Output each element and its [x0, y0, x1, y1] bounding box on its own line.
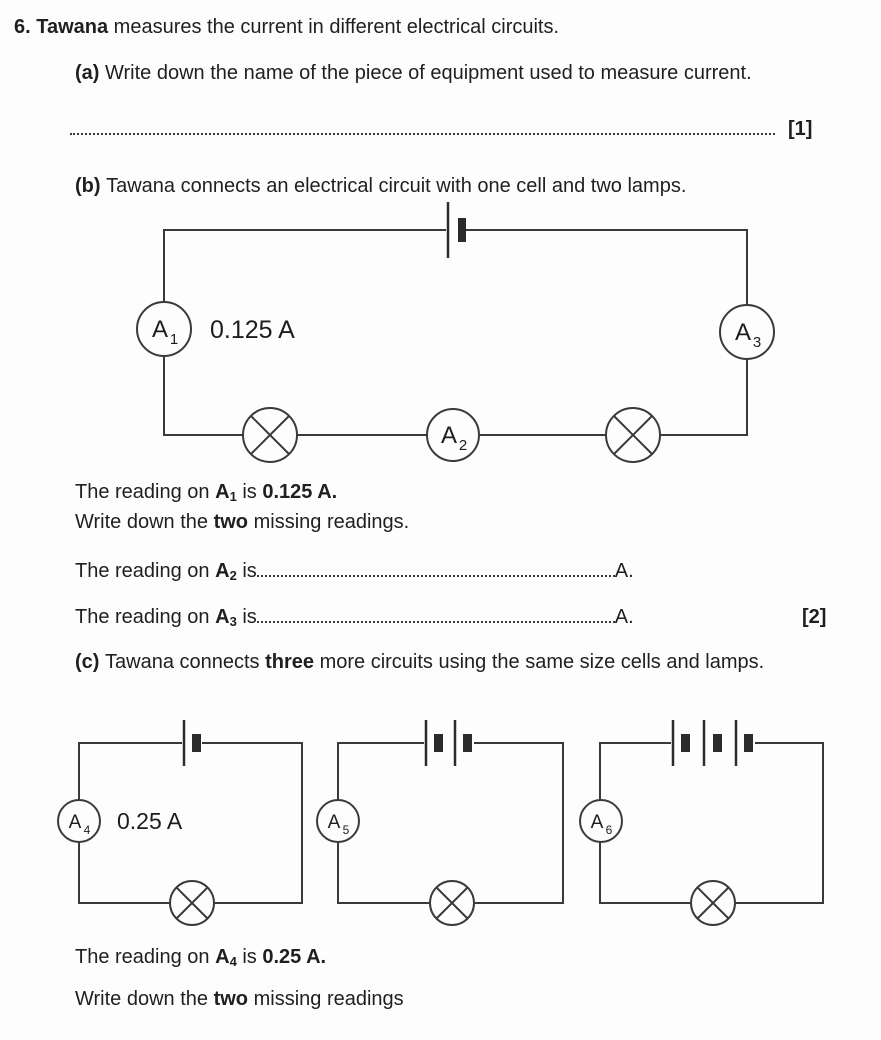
text: is	[236, 481, 263, 503]
circuit-c2	[317, 720, 563, 925]
cell-icon	[184, 720, 201, 766]
text: is	[236, 560, 257, 582]
a4-ref	[215, 946, 237, 968]
ammeter-a1-subscript: 1	[169, 331, 179, 348]
cell-icon	[673, 720, 690, 766]
ammeter-a3-letter: A	[734, 319, 752, 346]
part-c-prompt	[75, 649, 764, 675]
ammeter-a5-letter: A	[327, 812, 341, 833]
cell-short-plate	[744, 734, 753, 752]
part-b-reading-a2-row	[75, 558, 835, 584]
circuit-c2-wire	[338, 743, 563, 903]
subscript: 3	[229, 614, 237, 629]
text: A	[215, 606, 230, 628]
question-intro	[14, 14, 559, 40]
ammeter-a1-letter: A	[151, 316, 169, 343]
text: missing readings.	[248, 511, 410, 533]
cell-short-plate	[713, 734, 722, 752]
question-number: 6. Tawana	[14, 16, 114, 38]
ammeter-a2-subscript: 2	[458, 437, 468, 454]
ammeter-a6-subscript: 6	[605, 823, 613, 837]
part-c-instruction	[75, 986, 404, 1012]
lamp-icon	[170, 881, 214, 925]
part-c-label: (c)	[75, 651, 105, 673]
ammeter-a4-subscript: 4	[83, 823, 91, 837]
ammeter-a5-subscript: 5	[342, 823, 350, 837]
bold-two: two	[213, 988, 249, 1010]
answer-dotted-line-a2	[257, 572, 615, 577]
circuit-c1	[58, 720, 302, 925]
text: A	[215, 946, 230, 968]
text: A	[215, 560, 230, 582]
mark-part-b: [2]	[802, 606, 827, 628]
text: The reading on	[75, 481, 216, 503]
bold-three: three	[265, 651, 315, 673]
lamp-icon	[430, 881, 474, 925]
part-b-reading-a3-row	[75, 604, 835, 630]
cell-icon	[736, 720, 753, 766]
text: Write down the	[75, 511, 214, 533]
ammeter-a4-reading: 0.25 A	[117, 808, 183, 834]
lamp-icon	[691, 881, 735, 925]
part-b-known-reading	[75, 479, 337, 505]
part-b-text: Tawana connects an electrical circuit with one cell and two lamps.	[106, 175, 687, 197]
cell-icon	[704, 720, 722, 766]
part-a-text: Write down the name of the piece of equipment used to measure current.	[105, 62, 752, 84]
text: The reading on	[75, 560, 216, 582]
ammeter-a4-icon	[58, 800, 100, 842]
mark-part-a: [1]	[788, 118, 813, 140]
part-a-prompt	[75, 60, 752, 86]
a3-ref	[215, 606, 237, 628]
part-b-instruction	[75, 509, 409, 535]
question-intro-text: measures the current in different electrical circuits.	[113, 16, 560, 38]
subscript: 1	[229, 489, 237, 504]
ammeter-a6-icon	[580, 800, 622, 842]
text: missing readings	[248, 988, 404, 1010]
cell-short-plate	[434, 734, 443, 752]
part-a-label: (a)	[75, 62, 105, 84]
cell-short-plate	[463, 734, 472, 752]
subscript: 2	[229, 568, 237, 583]
cell-short-plate	[458, 218, 466, 242]
text: A	[215, 481, 230, 503]
ammeter-a4-letter: A	[68, 812, 82, 833]
ammeter-a2-letter: A	[440, 422, 458, 449]
cell-icon	[448, 202, 466, 258]
unit-label: A.	[614, 560, 634, 582]
circuit-c3-wire	[600, 743, 823, 903]
cell-icon	[426, 720, 443, 766]
part-b-label: (b)	[75, 175, 107, 197]
bold-two: two	[213, 511, 249, 533]
a1-value: 0.125 A.	[262, 481, 338, 503]
answer-dotted-line-a3	[257, 618, 615, 623]
ammeter-a6-letter: A	[590, 812, 604, 833]
a2-ref	[215, 560, 237, 582]
ammeter-a1-icon	[137, 302, 191, 356]
cell-icon	[455, 720, 472, 766]
a1-ref	[215, 481, 237, 503]
text: is	[236, 946, 263, 968]
a4-value: 0.25 A.	[262, 946, 327, 968]
text: is	[236, 606, 257, 628]
ammeter-a3-subscript: 3	[752, 334, 762, 351]
circuit-diagram-b	[135, 193, 780, 473]
part-c-known-reading	[75, 944, 326, 970]
answer-dotted-line-a	[70, 130, 775, 135]
cell-short-plate	[681, 734, 690, 752]
text: Write down the	[75, 988, 214, 1010]
cell-short-plate	[192, 734, 201, 752]
circuit-diagrams-c	[55, 703, 845, 928]
unit-label: A.	[614, 606, 634, 628]
circuit-c3	[580, 720, 823, 925]
circuit-c1-wire	[79, 743, 302, 903]
text: Tawana connects	[105, 651, 266, 673]
text: The reading on	[75, 606, 216, 628]
ammeter-a2-icon	[427, 409, 479, 461]
ammeter-a1-reading: 0.125 A	[210, 316, 295, 344]
lamp-icon	[243, 408, 297, 462]
part-a-answer-row	[70, 116, 830, 142]
lamp-icon	[606, 408, 660, 462]
ammeter-a5-icon	[317, 800, 359, 842]
text: The reading on	[75, 946, 216, 968]
text: more circuits using the same size cells and lamps.	[314, 651, 765, 673]
subscript: 4	[229, 954, 237, 969]
ammeter-a3-icon	[720, 305, 774, 359]
